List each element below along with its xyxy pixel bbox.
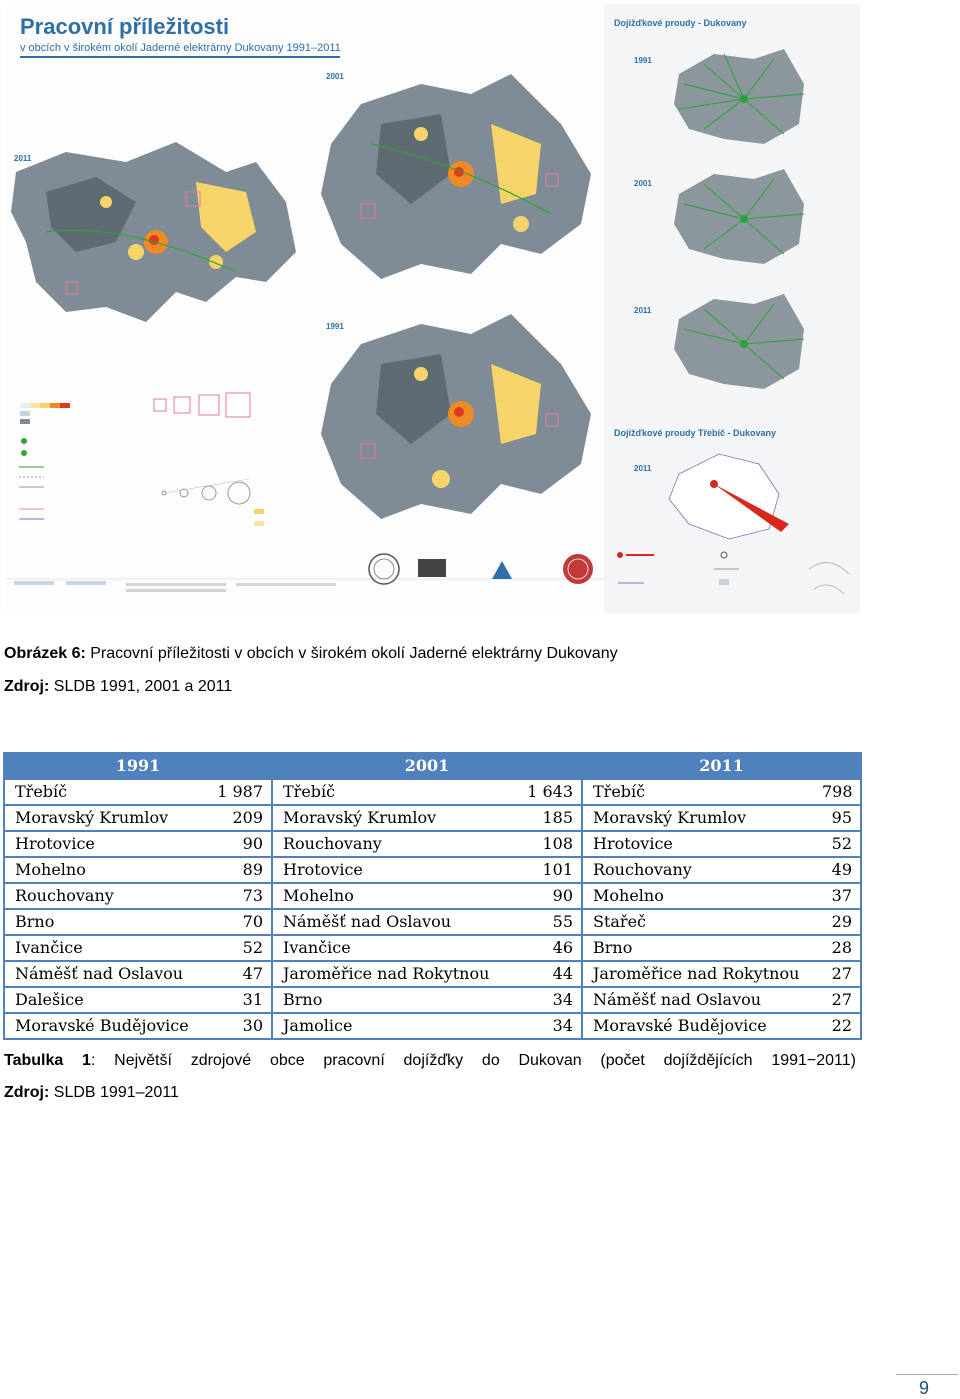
table-row: [4, 883, 861, 909]
commuter-count-cell: 55: [502, 909, 582, 935]
poster-footer-logos: [6, 549, 604, 614]
table-source-text: SLDB 1991–2011: [49, 1084, 179, 1101]
map-year-label: 1991: [326, 322, 344, 331]
poster-subtitle: v obcích v širokém okolí Jaderné elektrárny Dukovany 1991–2011: [20, 42, 341, 54]
commuter-source-table: [3, 752, 862, 1040]
flow-year-label: 1991: [634, 56, 652, 65]
commuter-count-cell: 34: [502, 1013, 582, 1039]
table-header-year: 2001: [272, 753, 582, 779]
flows-title: Dojížďkové proudy - Dukovany: [614, 18, 747, 28]
town-name-cell: Rouchovany: [272, 831, 502, 857]
commuter-count-cell: 185: [502, 805, 582, 831]
map-legend: [14, 369, 314, 569]
commuter-count-cell: 27: [812, 961, 861, 987]
town-name-cell: Náměšť nad Oslavou: [272, 909, 502, 935]
table-caption-text: : Největší zdrojové obce pracovní dojížďky do Dukovan (počet dojíždějících 1991−2011): [90, 1052, 856, 1069]
commuter-count-cell: 108: [502, 831, 582, 857]
town-name-cell: Mohelno: [4, 857, 202, 883]
figure-source-text: SLDB 1991, 2001 a 2011: [49, 678, 233, 695]
town-name-cell: Moravské Budějovice: [4, 1013, 202, 1039]
figure-caption-text: Pracovní příležitosti v obcích v širokém okolí Jaderné elektrárny Dukovany: [85, 645, 618, 662]
table-row: [4, 961, 861, 987]
commuter-count-cell: 37: [812, 883, 861, 909]
town-name-cell: Třebíč: [272, 779, 502, 805]
figure-caption: [4, 645, 618, 663]
table-row: [4, 779, 861, 805]
commuter-count-cell: 1 987: [202, 779, 272, 805]
commuter-count-cell: 90: [502, 883, 582, 909]
map-year-label: 2011: [14, 154, 32, 163]
town-name-cell: Náměšť nad Oslavou: [582, 987, 812, 1013]
table-header-row: [4, 753, 861, 779]
town-name-cell: Mohelno: [272, 883, 502, 909]
commuter-count-cell: 73: [202, 883, 272, 909]
commuter-count-cell: 95: [812, 805, 861, 831]
town-name-cell: Moravské Budějovice: [582, 1013, 812, 1039]
town-name-cell: Moravský Krumlov: [4, 805, 202, 831]
commuter-count-cell: 46: [502, 935, 582, 961]
page-number-rule: [896, 1374, 958, 1375]
map-year-label: 2001: [326, 72, 344, 81]
commuter-count-cell: 29: [812, 909, 861, 935]
figure-caption-label: Obrázek 6:: [4, 645, 86, 662]
commuter-count-cell: 28: [812, 935, 861, 961]
town-name-cell: Ivančice: [4, 935, 202, 961]
commuter-count-cell: 27: [812, 987, 861, 1013]
town-name-cell: Hrotovice: [582, 831, 812, 857]
map-2011: [6, 132, 306, 342]
poster-left-panel: [6, 4, 604, 614]
map-1991: [301, 304, 606, 534]
table-row: [4, 1013, 861, 1039]
map-2001: [301, 64, 606, 294]
town-name-cell: Jaroměřice nad Rokytnou: [272, 961, 502, 987]
town-name-cell: Moravský Krumlov: [582, 805, 812, 831]
town-name-cell: Brno: [582, 935, 812, 961]
commuter-count-cell: 34: [502, 987, 582, 1013]
flow-map-1991: [664, 44, 814, 154]
trebic-flows-title: Dojížďkové proudy Třebíč - Dukovany: [614, 428, 776, 438]
flow-year-label: 2011: [634, 464, 652, 473]
town-name-cell: Ivančice: [272, 935, 502, 961]
commuter-count-cell: 89: [202, 857, 272, 883]
flow-year-label: 2011: [634, 306, 652, 315]
town-name-cell: Hrotovice: [4, 831, 202, 857]
commuter-count-cell: 209: [202, 805, 272, 831]
commuter-count-cell: 90: [202, 831, 272, 857]
page-number: 9: [919, 1378, 930, 1398]
commuter-count-cell: 30: [202, 1013, 272, 1039]
town-name-cell: Hrotovice: [272, 857, 502, 883]
town-name-cell: Třebíč: [582, 779, 812, 805]
poster-title: Pracovní příležitosti: [20, 14, 230, 39]
table-caption: [4, 1052, 856, 1070]
commuter-count-cell: 49: [812, 857, 861, 883]
commuter-count-cell: 31: [202, 987, 272, 1013]
commuter-count-cell: 70: [202, 909, 272, 935]
table-row: [4, 857, 861, 883]
town-name-cell: Jamolice: [272, 1013, 502, 1039]
table-row: [4, 935, 861, 961]
table-row: [4, 831, 861, 857]
table-source: [4, 1084, 179, 1102]
town-name-cell: Rouchovany: [582, 857, 812, 883]
commuter-count-cell: 52: [812, 831, 861, 857]
town-name-cell: Jaroměřice nad Rokytnou: [582, 961, 812, 987]
town-name-cell: Třebíč: [4, 779, 202, 805]
town-name-cell: Náměšť nad Oslavou: [4, 961, 202, 987]
table-row: [4, 805, 861, 831]
poster-right-panel: [604, 4, 860, 614]
map-poster-figure: [6, 4, 860, 614]
table-caption-label: Tabulka 1: [4, 1052, 91, 1069]
flow-map-2011: [664, 289, 814, 399]
figure-source-label: Zdroj:: [4, 678, 50, 695]
table-row: [4, 909, 861, 935]
town-name-cell: Moravský Krumlov: [272, 805, 502, 831]
commuter-count-cell: 798: [812, 779, 861, 805]
table-row: [4, 987, 861, 1013]
town-name-cell: Dalešice: [4, 987, 202, 1013]
trebic-flow-map: [659, 444, 799, 544]
commuter-count-cell: 101: [502, 857, 582, 883]
table-header-year: 2011: [582, 753, 861, 779]
commuter-count-cell: 52: [202, 935, 272, 961]
town-name-cell: Stařeč: [582, 909, 812, 935]
figure-source: [4, 678, 232, 696]
flow-year-label: 2001: [634, 179, 652, 188]
town-name-cell: Mohelno: [582, 883, 812, 909]
town-name-cell: Brno: [272, 987, 502, 1013]
poster-title-rule: [20, 56, 340, 58]
commuter-count-cell: 22: [812, 1013, 861, 1039]
commuter-count-cell: 44: [502, 961, 582, 987]
town-name-cell: Brno: [4, 909, 202, 935]
table-header-year: 1991: [4, 753, 272, 779]
commuter-count-cell: 47: [202, 961, 272, 987]
table-source-label: Zdroj:: [4, 1084, 50, 1101]
town-name-cell: Rouchovany: [4, 883, 202, 909]
flow-map-2001: [664, 164, 814, 274]
commuter-count-cell: 1 643: [502, 779, 582, 805]
flows-legend: [614, 549, 854, 609]
